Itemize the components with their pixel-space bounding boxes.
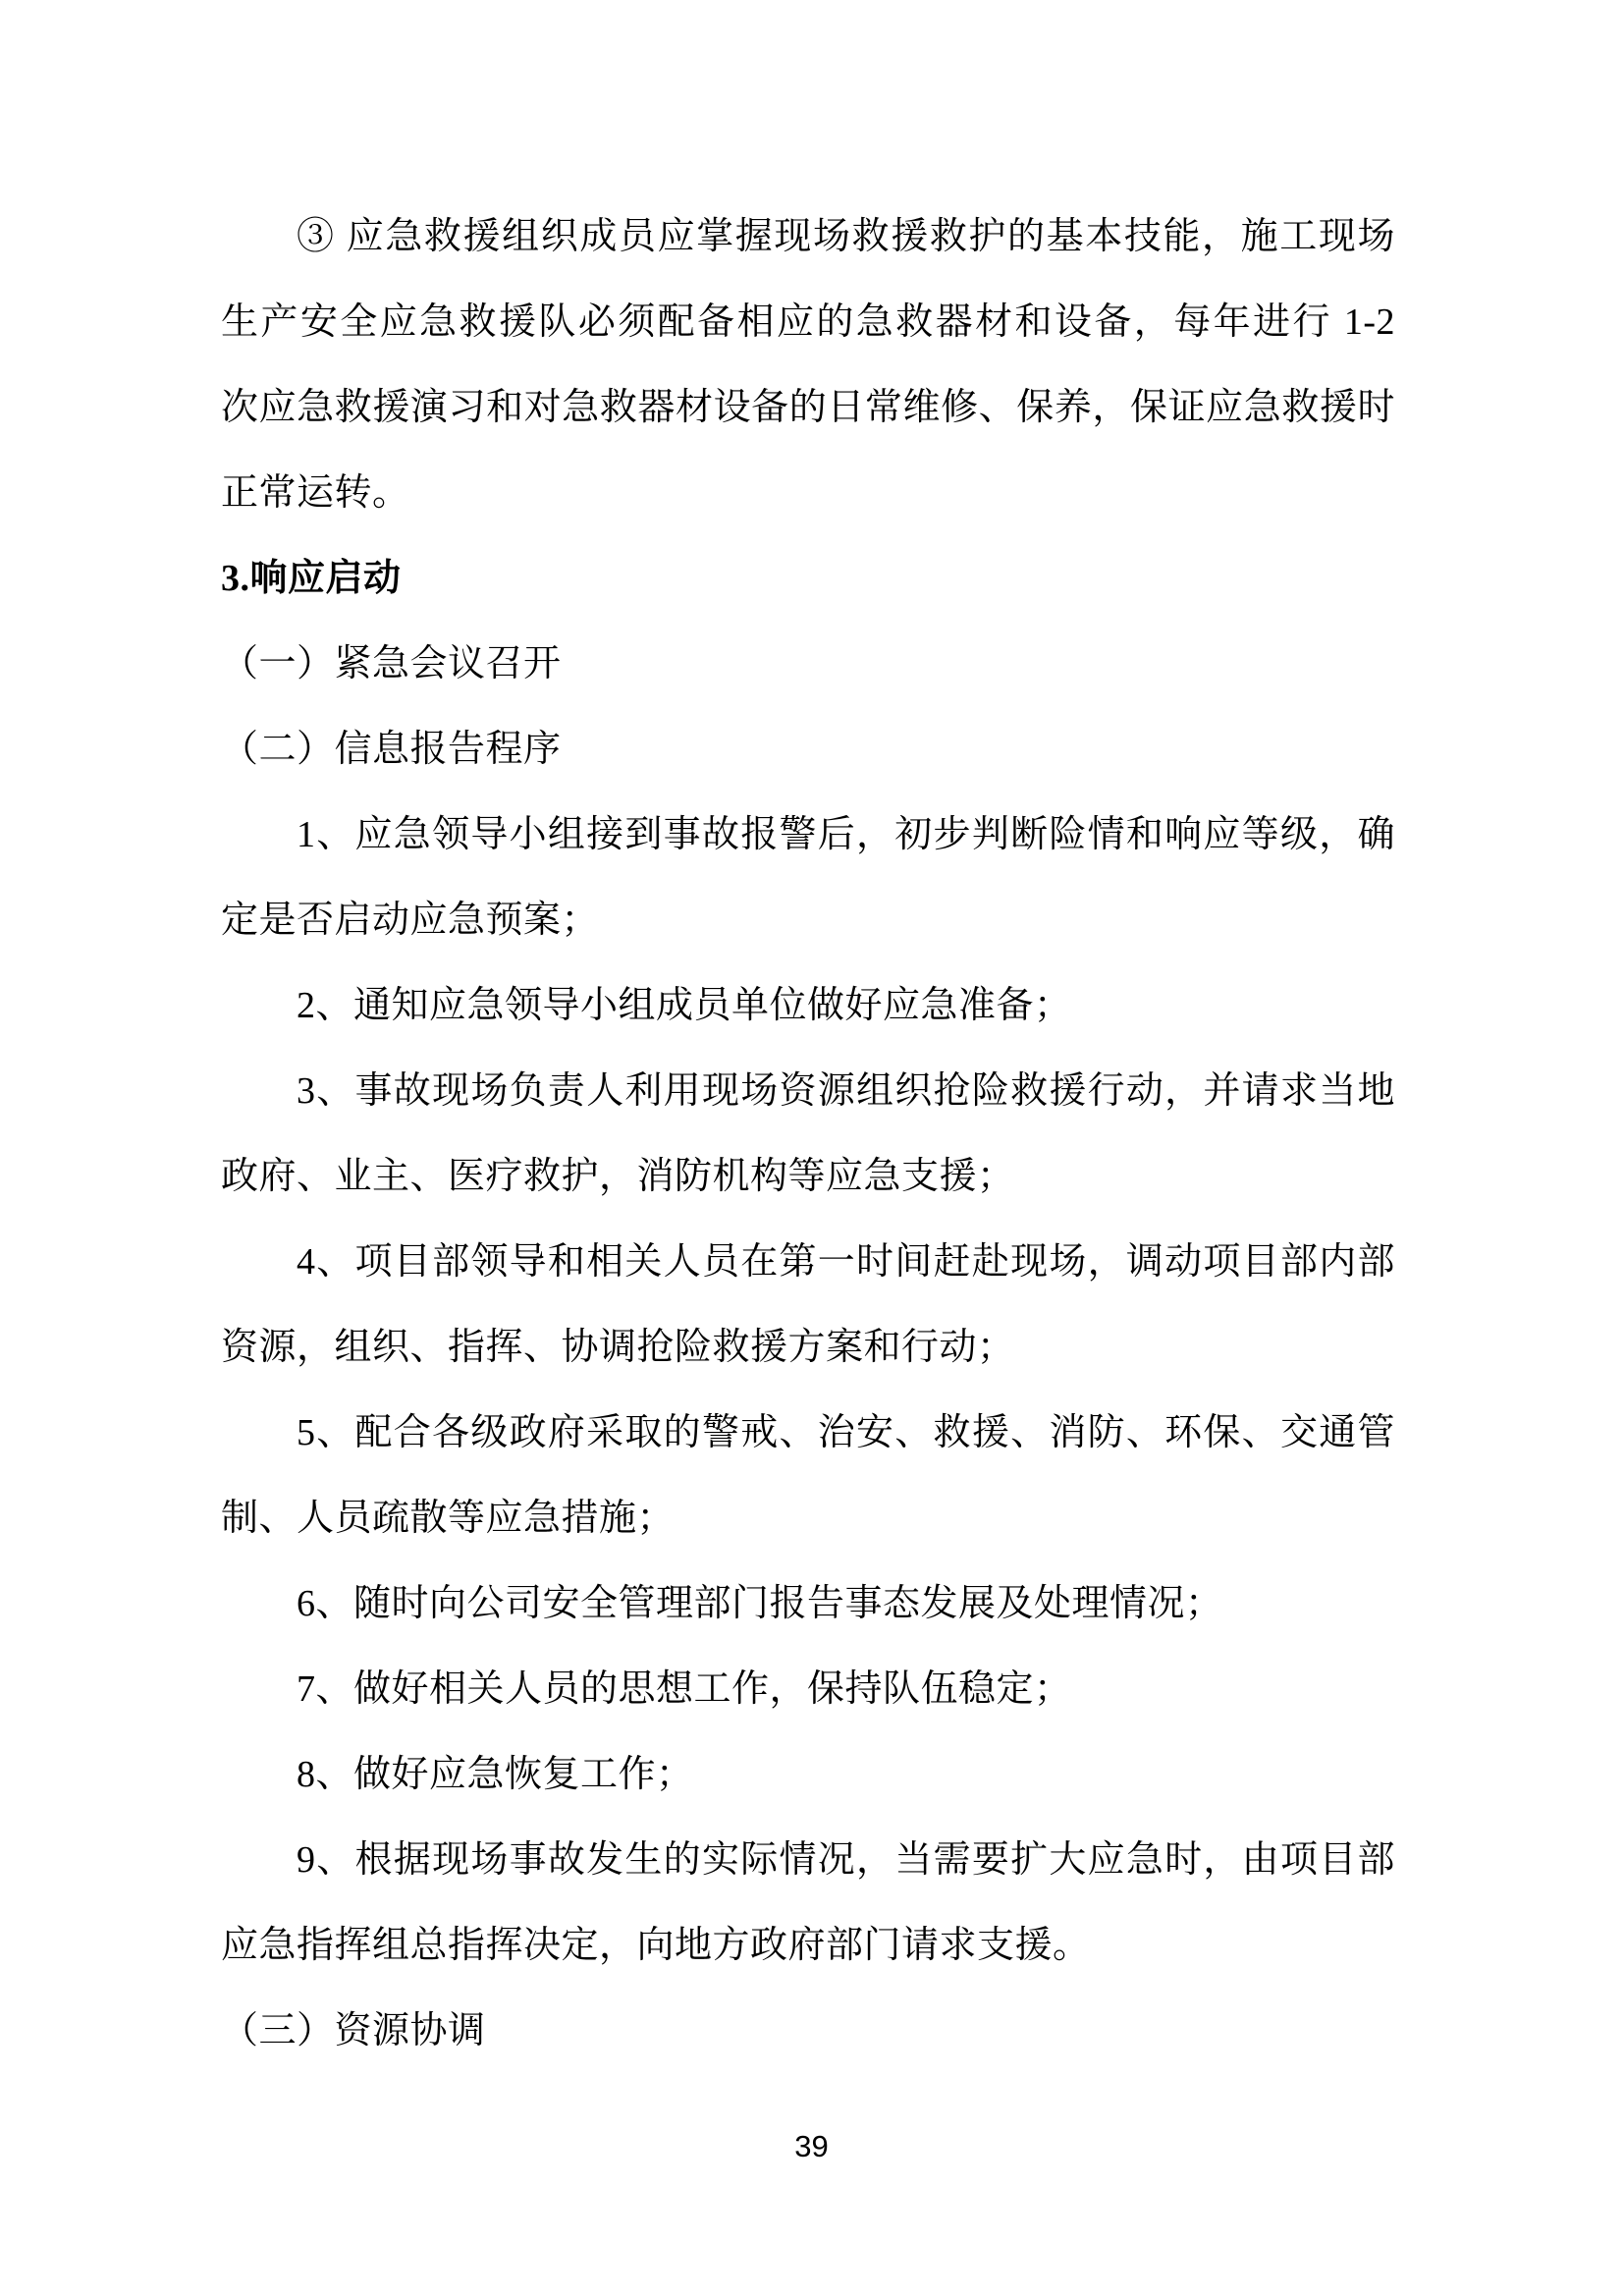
subsection-label: （一）紧急会议召开: [221, 643, 562, 684]
list-item-line: 8、做好应急恢复工作；: [297, 1754, 694, 1795]
subsection-label: （二）信息报告程序: [221, 729, 562, 770]
text-line: ③ 应急救援组织成员应掌握现场救援救护的基本技能，施工现场: [297, 216, 1395, 257]
list-item-line: 政府、业主、医疗救护，消防机构等应急支援；: [221, 1156, 1015, 1197]
document-body: [221, 194, 1395, 2074]
subsection-label: （三）资源协调: [221, 2010, 486, 2051]
list-item-line: 6、随时向公司安全管理部门报告事态发展及处理情况；: [297, 1583, 1223, 1624]
list-item-line: 5、配合各级政府采取的警戒、治安、救援、消防、环保、交通管: [297, 1412, 1395, 1453]
list-item-line: 2、通知应急领导小组成员单位做好应急准备；: [297, 985, 1072, 1026]
list-item-line: 资源，组织、指挥、协调抢险救援方案和行动；: [221, 1327, 1015, 1368]
list-item-line: 1、应急领导小组接到事故报警后，初步判断险情和响应等级，确: [297, 814, 1395, 855]
text-line: 次应急救援演习和对急救器材设备的日常维修、保养，保证应急救援时: [221, 387, 1395, 428]
list-item-line: 定是否启动应急预案；: [221, 900, 600, 941]
page-number: 39: [794, 2129, 829, 2163]
section-heading: 3.响应启动: [221, 558, 402, 599]
list-item-line: 3、事故现场负责人利用现场资源组织抢险救援行动，并请求当地: [297, 1070, 1395, 1112]
list-item-line: 应急指挥组总指挥决定，向地方政府部门请求支援。: [221, 1925, 1091, 1966]
list-item-line: 制、人员疏散等应急措施；: [221, 1498, 676, 1539]
text-line: 正常运转。: [221, 472, 410, 514]
list-item-line: 7、做好相关人员的思想工作，保持队伍稳定；: [297, 1668, 1072, 1710]
list-item-line: 9、根据现场事故发生的实际情况，当需要扩大应急时，由项目部: [297, 1839, 1395, 1881]
list-item-line: 4、项目部领导和相关人员在第一时间赶赴现场，调动项目部内部: [297, 1241, 1395, 1283]
text-line: 生产安全应急救援队必须配备相应的急救器材和设备，每年进行 1-2: [221, 301, 1395, 343]
